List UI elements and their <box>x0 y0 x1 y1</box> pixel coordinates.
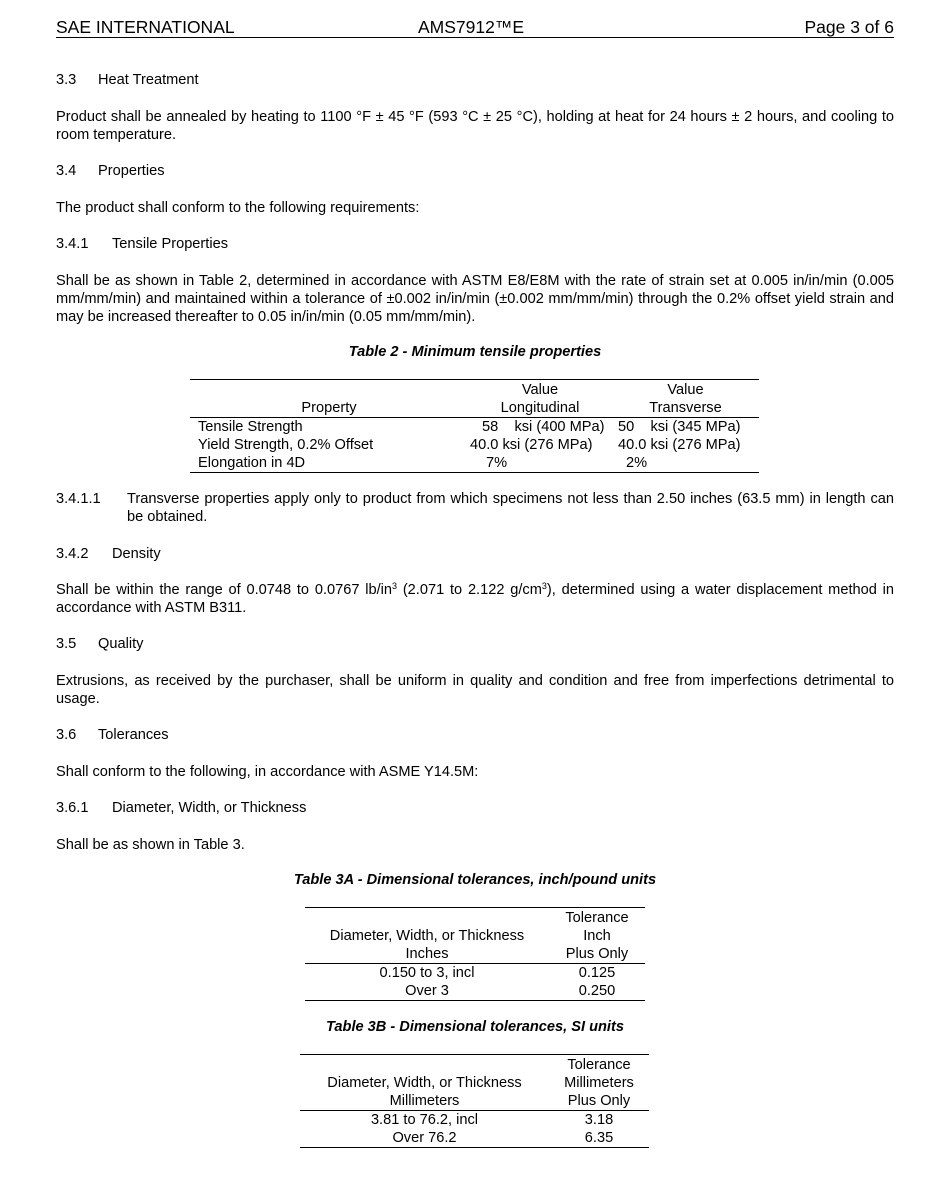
header-page-number: Page 3 of 6 <box>804 17 894 37</box>
table-2-header-longitudinal: Longitudinal <box>500 400 580 416</box>
section-3-6-heading: 3.6 Tolerances <box>56 727 169 743</box>
section-3-4-2-heading: 3.4.2 Density <box>56 546 161 562</box>
header-org: SAE INTERNATIONAL <box>56 17 235 37</box>
section-3-4-1-1-text: Transverse properties apply only to product from which specimens not less than 2.50 inches (63.5 mm) in length can be obtained. <box>127 491 894 525</box>
table-row: Yield Strength, 0.2% Offset 40.0 ksi (276 MPa) 40.0 ksi (276 MPa) <box>198 437 741 453</box>
table-row: 0.150 to 3, incl 0.125 <box>379 965 616 981</box>
table-row: Elongation in 4D 7% 2% <box>190 454 759 473</box>
section-3-6-1-text: Shall be as shown in Table 3. <box>56 837 245 853</box>
table-2-caption: Table 2 - Minimum tensile properties <box>348 344 602 360</box>
table-3a: Tolerance Diameter, Width, or Thickness Inch Inches Plus Only 0.150 to 3, incl 0.125 Over 3 0.250 <box>305 909 645 1001</box>
section-3-5-text: Extrusions, as received by the purchaser, shall be uniform in quality and condition and free from imperfections detrimental to usage. <box>56 673 894 707</box>
table-2-header-value: Value <box>521 382 559 398</box>
table-3b-top-rule <box>300 1054 649 1055</box>
table-row: Over 3 0.250 <box>305 982 645 1001</box>
table-2-header-transverse: Transverse <box>649 400 722 416</box>
section-3-3-text: Product shall be annealed by heating to 1100 °F ± 45 °F (593 °C ± 25 °C), holding at heat for 24 hours ± 2 hours, and cooling to room temperature. <box>56 109 894 143</box>
section-3-6-1-heading: 3.6.1 Diameter, Width, or Thickness <box>56 800 307 816</box>
table-2-header-property: Property <box>301 400 357 416</box>
table-3b-caption: Table 3B - Dimensional tolerances, SI units <box>326 1019 624 1035</box>
section-3-6-text: Shall conform to the following, in accordance with ASME Y14.5M: <box>56 764 479 780</box>
section-3-4-heading: 3.4 Properties <box>56 163 165 179</box>
table-2 <box>190 381 759 473</box>
section-3-4-2-text: Shall be within the range of 0.0748 to 0.0767 $lb/in^3$ (2.071 to 2.122 $g/cm^3$), determined using a water displacement method in accordance with ASTM B311. <box>56 581 894 616</box>
section-3-4-1-1-number: 3.4.1.1 <box>56 491 101 507</box>
section-3-5-heading: 3.5 Quality <box>56 636 144 652</box>
table-row: Over 76.2 6.35 <box>300 1129 649 1148</box>
section-3-3-heading: 3.3 Heat Treatment <box>56 72 199 88</box>
table-3a-top-rule <box>305 907 645 908</box>
section-3-4-1-text: Shall be as shown in Table 2, determined in accordance with ASTM E8/E8M with the rate of strain set at 0.005 in/in/min (0.005 mm/mm/min) and maintained within a tolerance of ±0.002 in/in/min (±0.002 mm/mm/min) through the 0.2% offset yield strain and may be increased thereafter to 0.05 in/in/min (0.05 mm/mm/min). <box>56 273 894 325</box>
table-2-top-rule <box>190 379 759 380</box>
table-row: 3.81 to 76.2, incl 3.18 <box>370 1112 614 1128</box>
table-row: Tensile Strength 58 ksi (400 MPa) 50 ksi (345 MPa) <box>198 419 741 435</box>
table-2-header-value: Value <box>667 382 704 398</box>
header-doc-number: AMS7912™E <box>418 17 525 37</box>
section-3-4-text: The product shall conform to the following requirements: <box>56 200 420 216</box>
section-3-4-1-1 <box>56 490 894 526</box>
table-3a-caption: Table 3A - Dimensional tolerances, inch/pound units <box>293 872 657 888</box>
table-3b: Tolerance Diameter, Width, or Thickness Millimeters Millimeters Plus Only 3.81 to 76.2, incl 3.18 Over 76.2 6.35 <box>300 1056 649 1148</box>
page-header <box>56 17 894 38</box>
section-3-4-1-heading: 3.4.1 Tensile Properties <box>56 236 228 252</box>
